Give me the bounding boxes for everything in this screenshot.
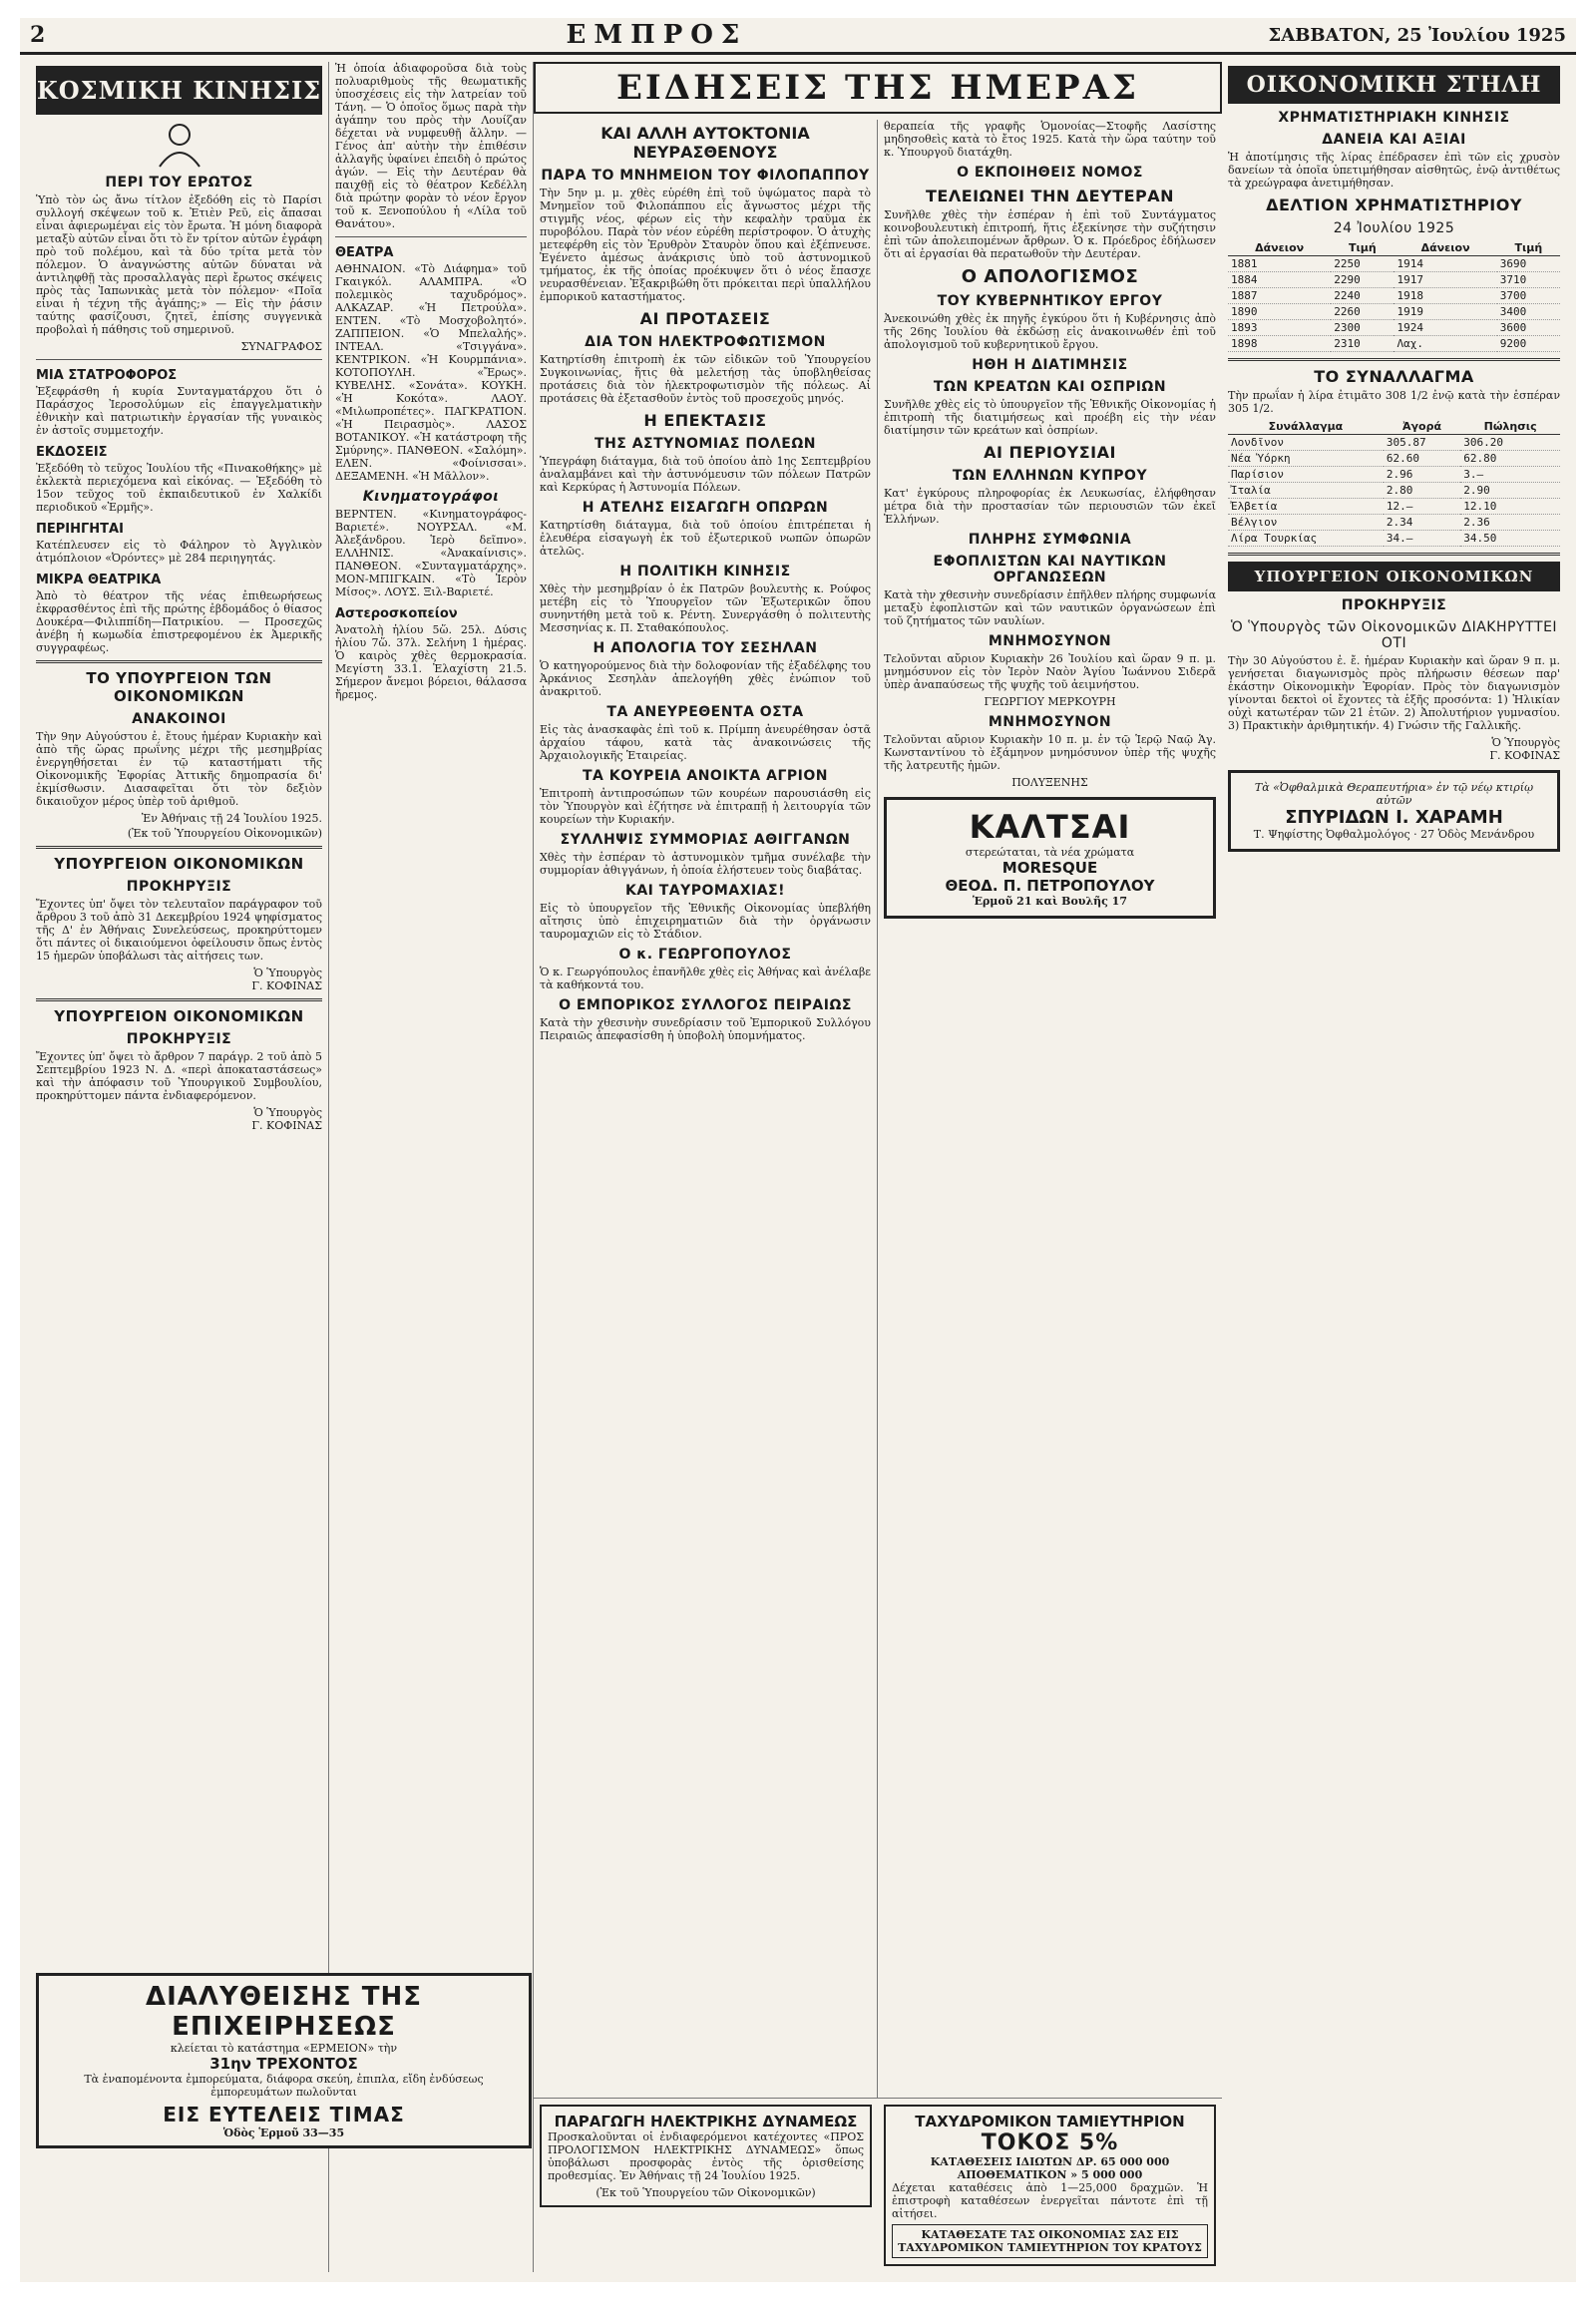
news-heading: ΠΕΡΙΗΓΗΤΑΙ <box>36 522 124 537</box>
page-number: 2 <box>30 22 46 48</box>
column-economy <box>1222 62 1566 2272</box>
memorial-text: Τελοῦνται αὔριον Κυριακὴν 26 Ἰουλίου καὶ ὥραν 9 π. μ. μνημόσυνον εἰς τὸν Ἱερὸν Ναὸν Ἁγίου Ἰωάννου Σιδερᾶ ὑπὲρ ἀναπαύσεως τῆς ψυχῆς τοῦ ἀειμνήστου. <box>884 652 1216 691</box>
article-text: Συνῆλθε χθὲς τὴν ἑσπέραν ἡ ἐπὶ τοῦ Συντάγματος κοινοβουλευτικὴ ἐπιτροπή, ἥτις ἐξεκίνησε τὴν συζήτησιν ἐπὶ τῶν ἀπολειπομένων ἄρθρων. Ὁ κ. Πρόεδρος ἐδήλωσεν ὅτι αἱ ἐργασίαι θὰ περατωθοῦν τὴν Δευτέραν. <box>884 208 1216 260</box>
newspaper-page <box>20 18 1576 2282</box>
table-row <box>1228 320 1560 336</box>
continued-text: θεραπεία τῆς γραφῆς Ὁμονοίας—Στοφῆς Λασίστης μηδησοθεὶς κατὰ τὸ ἔτος 1925. Κατὰ τὴν ὥρα ταύτην τοῦ κ. Ὑπουργοῦ διατάχθη. <box>884 120 1216 159</box>
bottom-ads <box>534 2098 1222 2272</box>
table-cell: 305.87 <box>1384 435 1460 451</box>
news-heading: ΕΚΔΟΣΕΙΣ <box>36 445 108 460</box>
theatre-heading: ΘΕΑΤΡΑ <box>335 245 394 260</box>
column-social <box>30 62 329 2272</box>
table-row <box>1228 256 1560 272</box>
ad-address: Ὁδὸς Ἑρμοῦ 33—35 <box>222 2126 345 2139</box>
table-header-cell: Δάνειον <box>1394 240 1496 256</box>
notice-text: Ἔχοντες ὑπ' ὄψει τὸ ἄρθρον 7 παράγρ. 2 τοῦ ἀπὸ 5 Σεπτεμβρίου 1923 Ν. Δ. «περὶ ἀποκαταστάσεως» καὶ τὴν ἀπόφασιν τοῦ Ὑπουργικοῦ Συμβουλίου, προκηρύττομεν πάντα ἐνδιαφερόμενον. <box>36 1050 322 1102</box>
table-cell: Βέλγιον <box>1228 515 1384 531</box>
ad-price: ΕΙΣ ΕΥΤΕΛΕΙΣ ΤΙΜΑΣ <box>163 2103 405 2126</box>
column-theatre <box>329 62 534 2272</box>
table-cell: 2300 <box>1331 320 1394 336</box>
ad-address: Ἑρμοῦ 21 καὶ Βουλῆς 17 <box>973 895 1127 908</box>
table-cell: Ἐλβετία <box>1228 499 1384 515</box>
news-text: Ἐξεφράσθη ἡ κυρία Συνταγματάρχου ὅτι ὁ Παράσχος Ἰεροσολύμων εἰς ἐπαγγελματικὴν ἐθνικὴν καὶ πατριωτικὴν ἐργασίαν τῆς γυναικὸς ἐν ἀστοῖς συμμετοχήν. <box>36 385 322 437</box>
ad-rate: ΤΟΚΟΣ 5% <box>981 2130 1119 2155</box>
article-text: Εἰς τὰς ἀνασκαφὰς ἐπὶ τοῦ κ. Πρίμπη ἀνευρέθησαν ὀστᾶ ἀρχαίου τάφου, κατὰ τὰς ἀνακοινώσεις τῆς Ἀρχαιολογικῆς Ἑταιρείας. <box>540 723 871 762</box>
ad-brand: MORESQUE <box>1001 859 1098 877</box>
column-news-left <box>534 120 878 2098</box>
masthead <box>20 18 1576 55</box>
table-cell: 2.96 <box>1384 467 1460 483</box>
memorial-name: ΠΟΛΥΞΕΝΗΣ <box>1011 776 1088 789</box>
notice-text: Ἔχοντες ὑπ' ὄψει τὸν τελευταῖον παράγραφον τοῦ ἄρθρου 3 τοῦ ἀπὸ 31 Δεκεμβρίου 1924 ψηφίσματος τῆς Δ' ἐν Ἀθήναις Συνελεύσεως, προκηρύττομεν ὅτι πάντες οἱ δικαιούμενοι ὀφείλουσιν ὅπως ἐντὸς 15 ἡμερῶν ὑποβάλωσι τὰς αἰτήσεις των. <box>36 898 322 963</box>
table-cell: 2.34 <box>1384 515 1460 531</box>
table-cell: 1887 <box>1228 288 1331 304</box>
table-row <box>1228 483 1560 499</box>
news-text: Κατέπλευσεν εἰς τὸ Φάληρον τὸ Ἀγγλικὸν ἀτμόπλοιον «Ὀρόντες» μὲ 284 περιηγητάς. <box>36 539 322 565</box>
lead-headline: ΚΑΙ ΑΛΛΗ ΑΥΤΟΚΤΟΝΙΑ ΝΕΥΡΑΣΘΕΝΟΥΣ <box>600 124 810 162</box>
table-cell: 2250 <box>1331 256 1394 272</box>
article-text: Χθὲς τὴν μεσημβρίαν ὁ ἐκ Πατρῶν βουλευτὴς κ. Ρούφος μετέβη εἰς τὸ Ὑπουργεῖον τῶν Ἐξωτερικῶν ὅπου συνηντήθη μετὰ τοῦ κ. Ρέντη. Συνεργάσθη ὁ πολιτευτὴς Μεσσηνίας κ. Π. Σταθακόπουλος. <box>540 582 871 634</box>
table-cell: 62.80 <box>1460 451 1560 467</box>
table-header-cell: Δάνειον <box>1228 240 1331 256</box>
news-banner: ΕΙΔΗΣΕΙΣ ΤΗΣ ΗΜΕΡΑΣ <box>534 62 1222 114</box>
table-cell: 1919 <box>1394 304 1496 320</box>
economy-section-title: ΟΙΚΟΝΟΜΙΚΗ ΣΤΗΛΗ <box>1228 66 1560 104</box>
article-text: Εἰς τὸ ὑπουργεῖον τῆς Ἐθνικῆς Οἰκονομίας ὑπεβλήθη αἴτησις ὑπὸ ἐπιχειρηματιῶν διὰ τὴν ὀργάνωσιν ταυρομαχιῶν εἰς τὸ Στάδιον. <box>540 902 871 941</box>
ad-line: κλείεται τὸ κατάστημα «ΕΡΜΕΙΟΝ» τὴν <box>170 2042 398 2055</box>
table-cell: 2.80 <box>1384 483 1460 499</box>
ads-right <box>878 2099 1222 2272</box>
ad-text: Τὰ ἐναπομένοντα ἐμπορεύματα, διάφορα σκεύη, ἐπιπλα, εἴδη ἐνδύσεως ἐμπορευμάτων πωλοῦνται <box>84 2073 484 2099</box>
table-cell: 2290 <box>1331 272 1394 288</box>
savings-ad <box>884 2105 1216 2266</box>
article-headline: Ο ΕΚΠΟΙΗΘΕΙΣ ΝΟΜΟΣ <box>957 165 1143 181</box>
ad-text: Τὰ «Ὀφθαλμικὰ Θεραπευτήρια» ἐν τῷ νέῳ κτιρίῳ αὐτῶν <box>1254 781 1534 807</box>
article-headline: Η ΕΠΕΚΤΑΣΙΣ <box>643 411 767 430</box>
loans-table <box>1228 240 1560 352</box>
article-headline: Ο κ. ΓΕΩΡΓΟΠΟΥΛΟΣ <box>618 947 792 963</box>
notice-text: Τὴν 9ην Αὐγούστου ἐ. ἔτους ἡμέραν Κυριακὴν καὶ ἀπὸ τῆς ὥρας πρωΐνης μέχρι τῆς μεσημβρίας ἐνεργηθήσεται ἐν τῷ καταστήματι τῆς Οἰκονομικῆς Ἐφορίας Ἀττικῆς δημοπρασία δι' ἐκμίσθωσιν. Διασαφεῖται ὅτι τὸν δεξιὸν δικαιοῦχον μέρος ὑπὲρ τοῦ ἀριθμοῦ. <box>36 730 322 808</box>
table-cell: 34.— <box>1384 531 1460 547</box>
divider <box>36 359 322 360</box>
article-text: Κατὰ τὴν χθεσινὴν συνεδρίασιν ἐπῆλθεν πλήρης συμφωνία μεταξὺ ἐφοπλιστῶν καὶ τῶν ναυτικῶν ὀργανώσεων ἐπὶ τοῦ ζητήματος τῶν ναυλίων. <box>884 588 1216 627</box>
illustration-icon <box>150 119 209 169</box>
article-headline: ΚΑΙ ΤΑΥΡΟΜΑΧΙΑΣ! <box>624 883 785 899</box>
table-cell: 3690 <box>1497 256 1560 272</box>
article-headline: ΑΙ ΠΡΟΤΑΣΕΙΣ <box>639 309 771 328</box>
notice-signature: Ὁ Ὑπουργὸς Γ. ΚΟΦΙΝΑΣ <box>1489 736 1560 762</box>
table-row <box>1228 304 1560 320</box>
ad-name: ΣΠΥΡΙΔΩΝ Ι. ΧΑΡΑΜΗ <box>1285 807 1503 828</box>
ad-title: ΔΙΑΛΥΘΕΙΣΗΣ ΤΗΣ ΕΠΙΧΕΙΡΗΣΕΩΣ <box>146 1982 422 2042</box>
notice-title: ΥΠΟΥΡΓΕΙΟΝ ΟΙΚΟΝΟΜΙΚΩΝ <box>1228 562 1560 591</box>
table-cell: 1884 <box>1228 272 1331 288</box>
table-row <box>1228 435 1560 451</box>
article-subheadline: ΤΩΝ ΚΡΕΑΤΩΝ ΚΑΙ ΟΣΠΡΙΩΝ <box>933 379 1167 395</box>
lead-text: Τὴν 5ην μ. μ. χθὲς εὑρέθη ἐπὶ τοῦ ὑψώματος παρὰ τὸ Μνημεῖον τοῦ Φιλοπάππου εἷς ἄγνωστος μέχρι τῆς στιγμῆς νέος, φέρων εἰς τὴν κεφαλὴν τραῦμα ἐκ πυροβόλου. Παρὰ τὸν νέον εὑρέθη περίστροφον. Ὁ ἀτυχὴς μετεφέρθη εἰς τὸν Ἐρυθρὸν Σταυρὸν ὅπου καὶ ἐξέπνευσε. Ἐγένετο ἀμέσως ἀνάκρισις ὑπὸ τοῦ ἀστυνομικοῦ τμήματος, ἐκ τῆς ὁποίας προέκυψεν ὅτι ὁ νέος ἔπασχε νευρασθένειαν. Ἐξακριβώθη ὅτι πρόκειται περὶ ὑπαλλήλου ἐμπορικοῦ καταστήματος. <box>540 187 871 303</box>
memorial-heading: ΜΝΗΜΟΣΥΝΟΝ <box>988 714 1112 730</box>
table-cell: 12.— <box>1384 499 1460 515</box>
ad-subtitle: στερεώταται, τὰ νέα χρώματα <box>965 846 1135 859</box>
table-cell: 3700 <box>1497 288 1560 304</box>
stockings-ad <box>884 797 1216 919</box>
table-cell: 2310 <box>1331 336 1394 352</box>
table-cell: Λονδῖνον <box>1228 435 1384 451</box>
observatory-heading: Αστεροσκοπείον <box>335 606 458 621</box>
table-cell: 1914 <box>1394 256 1496 272</box>
lead-subheadline: ΠΑΡΑ ΤΟ ΜΝΗΜΕΙΟΝ ΤΟΥ ΦΙΛΟΠΑΠΠΟΥ <box>541 168 870 184</box>
section-title-social: ΚΟΣΜΙΚΗ ΚΙΝΗΣΙΣ <box>36 66 322 115</box>
table-cell: 306.20 <box>1460 435 1560 451</box>
article-headline: ΗΘΗ Η ΔΙΑΤΙΜΗΣΙΣ <box>972 357 1128 373</box>
article-subheadline: ΤΗΣ ΑΣΤΥΝΟΜΙΑΣ ΠΟΛΕΩΝ <box>595 436 816 452</box>
eye-clinic-ad <box>1228 770 1560 852</box>
table-cell: 1881 <box>1228 256 1331 272</box>
notice-signature: (Ἐκ τοῦ Ὑπουργείου Οἰκονομικῶν) <box>127 827 322 840</box>
article-headline: Η ΠΟΛΙΤΙΚΗ ΚΙΝΗΣΙΣ <box>619 564 791 580</box>
ad-title: ΠΑΡΑΓΩΓΗ ΗΛΕΚΤΡΙΚΗΣ ΔΥΝΑΜΕΩΣ <box>554 2113 858 2130</box>
table-row <box>1228 531 1560 547</box>
notice-signature: Ὁ Ὑπουργὸς Γ. ΚΟΦΙΝΑΣ <box>251 1106 322 1132</box>
liquidation-ad <box>36 1973 532 2148</box>
ad-footer: ΚΑΤΑΘΕΣΑΤΕ ΤΑΣ ΟΙΚΟΝΟΜΙΑΣ ΣΑΣ ΕΙΣ ΤΑΧΥΔΡΟΜΙΚΟΝ ΤΑΜΙΕΥΤΗΡΙΟΝ ΤΟΥ ΚΡΑΤΟΥΣ <box>892 2224 1208 2258</box>
table-cell: Νέα Ὑόρκη <box>1228 451 1384 467</box>
news-text: Ἀπὸ τὸ θέατρον τῆς νέας ἐπιθεωρήσεως ἐκφρασθέντος ἐπὶ τῆς πρώτης ἐβδομάδος ὁ θίασος Δουκέρα—Φιλιππίδη—Πατρικίου. — Προσεχῶς ἀνέβη ἡ κωμωδία ἐπιστρεφομένου ἐκ Ἀμερικῆς συγγραφέως. <box>36 589 322 654</box>
article-text: Ὁ κατηγορούμενος διὰ τὴν δολοφονίαν τῆς ἐξαδέλφης του Ἀρκάνιος Σεσηλὰν ἀπελογήθη χθὲς ἐνώπιον τοῦ ἀνακριτοῦ. <box>540 659 871 698</box>
article-signature: ΣΥΝΑΓΡΑΦΟΣ <box>240 340 322 353</box>
table-cell: 3710 <box>1497 272 1560 288</box>
ad-date: 31ην ΤΡΕΧΟΝΤΟΣ <box>209 2055 358 2073</box>
observatory-text: Ἀνατολὴ ἡλίου 5ὥ. 25λ. Δύσις ἡλίου 7ὥ. 37λ. Σελήνη 1 ἡμέρας. Ὁ καιρὸς χθὲς θερμοκρασία. Μεγίστη 33.1. Ἐλαχίστη 21.5. Σήμερον ἄνεμοι βόρειοι, θάλασσα ἤρεμος. <box>335 623 527 701</box>
table-row <box>1228 499 1560 515</box>
table-cell: Ἰταλία <box>1228 483 1384 499</box>
notice-subtitle: ΠΡΟΚΗΡΥΞΙΣ <box>126 879 232 895</box>
table-cell: 1893 <box>1228 320 1331 336</box>
cinema-heading: Κινηματογράφοι <box>362 489 500 505</box>
economy-heading: ΔΑΝΕΙΑ ΚΑΙ ΑΞΙΑΙ <box>1322 132 1466 148</box>
news-heading: ΜΙΑ ΣΤΑΤΡΟΦΟΡΟΣ <box>36 368 178 383</box>
notice-date: Ἐν Ἀθήναις τῇ 24 Ἰουλίου 1925. <box>141 812 322 825</box>
article-headline: ΠΛΗΡΗΣ ΣΥΜΦΩΝΙΑ <box>968 532 1132 548</box>
news-region <box>534 62 1222 2272</box>
stock-bulletin-date: 24 Ἰουλίου 1925 <box>1333 220 1455 236</box>
divider <box>36 660 322 663</box>
news-split <box>534 120 1222 2098</box>
divider <box>1228 553 1560 556</box>
article-headline: ΣΥΛΛΗΨΙΣ ΣΥΜΜΟΡΙΑΣ ΑΘΙΓΓΑΝΩΝ <box>560 832 851 848</box>
table-cell: 2.36 <box>1460 515 1560 531</box>
article-subheadline: ΤΩΝ ΕΛΛΗΝΩΝ ΚΥΠΡΟΥ <box>952 468 1148 484</box>
article-text: Κατ' ἐγκύρους πληροφορίας ἐκ Λευκωσίας, ἐλήφθησαν μέτρα διὰ τὴν προστασίαν τῶν περιουσιῶν τῶν ἐκεῖ Ἑλλήνων. <box>884 487 1216 526</box>
table-header-cell: Τιμή <box>1497 240 1560 256</box>
table-cell: Λίρα Τουρκίας <box>1228 531 1384 547</box>
table-cell: 1924 <box>1394 320 1496 336</box>
table-cell: 12.10 <box>1460 499 1560 515</box>
article-text: Χθὲς τὴν ἑσπέραν τὸ ἀστυνομικὸν τμῆμα συνέλαβε τὴν συμμορίαν ἀθιγγάνων, ἡ ὁποία ἐλήστευεν τοὺς διαβάτας. <box>540 851 871 877</box>
article-subheadline: ΤΕΛΕΙΩΝΕΙ ΤΗΝ ΔΕΥΤΕΡΑΝ <box>925 187 1175 205</box>
divider <box>36 998 322 1001</box>
notice-signature: Ὁ Ὑπουργὸς Γ. ΚΟΦΙΝΑΣ <box>251 966 322 992</box>
table-cell: 3400 <box>1497 304 1560 320</box>
table-cell: 2.90 <box>1460 483 1560 499</box>
exchange-text: Τὴν πρωΐαν ἡ λίρα ἐτιμᾶτο 308 1/2 ἐνῷ κατὰ τὴν ἑσπέραν 305 1/2. <box>1228 389 1560 415</box>
exchange-table <box>1228 419 1560 547</box>
ad-line: ΑΠΟΘΕΜΑΤΙΚΟΝ » 5 000 000 <box>957 2168 1143 2181</box>
ad-title: ΤΑΧΥΔΡΟΜΙΚΟΝ ΤΑΜΙΕΥΤΗΡΙΟΝ <box>915 2113 1185 2130</box>
table-cell: 2260 <box>1331 304 1394 320</box>
article-subheadline: ΕΦΟΠΛΙΣΤΩΝ ΚΑΙ ΝΑΥΤΙΚΩΝ ΟΡΓΑΝΩΣΕΩΝ <box>933 554 1167 585</box>
article-title: ΠΕΡΙ ΤΟΥ ΕΡΩΤΟΣ <box>105 175 253 191</box>
theatre-listing: ΑΘΗΝΑΙΟΝ. «Τὸ Διάφημα» τοῦ Γκαιγκόλ. ΑΛΑΜΠΡΑ. «Ὁ πολεμικὸς ταχυδρόμος». ΑΛΚΑΖΑΡ. «Ἡ Πετρούλα». ΕΝΤΕΝ. «Τὸ Μοσχοβολητό». ΖΑΠΠΕΙΟΝ. «Ὁ Μπελαλής». ΙΝΤΕΑΛ. «Τσιγγάνα». ΚΕΝΤΡΙΚΟΝ. «Ἡ Κουρμπάνια». ΚΟΤΟΠΟΥΛΗ. «Ἔρως». ΚΥΒΕΛΗΣ. «Σονάτα». ΚΟΥΚΗ. «Ἡ Κοκότα». ΛΑΟΥ. «Μιλωπροπέτες». ΠΑΓΚΡΑΤΙΟΝ. «Ἡ Πειρασμὸς». ΛΑΣΟΣ ΒΟΤΑΝΙΚΟΥ. «Ἡ κατάστροφη τῆς Σμύρνης». ΠΑΝΘΕΟΝ. «Σαλόμη». ΕΛΕΝ. «Φοίνισσαι». ΔΕΞΑΜΕΝΗ. «Ἡ Μᾶλλον». <box>335 262 527 483</box>
divider <box>335 236 527 237</box>
article-text: Κατὰ τὴν χθεσινὴν συνεδρίασιν τοῦ Ἐμπορικοῦ Συλλόγου Πειραιῶς ἀπεφασίσθη ἡ ὑποβολὴ ὑπομνήματος. <box>540 1016 871 1042</box>
table-cell: 1890 <box>1228 304 1331 320</box>
ad-title: ΚΑΛΤΣΑΙ <box>969 808 1131 846</box>
article-text: Ὑπὸ τὸν ὡς ἄνω τίτλον ἐξεδόθη εἰς τὸ Παρίσι συλλογή σκέψεων τοῦ κ. Ἐτιὲν Ρεῦ, εἰς ἄπασαι εἶναι ἀφιερωμέναι εἰς τὸν ἔρωτα. Ἡ μόνη διαφορὰ μεταξὺ αὐτῶν εἶναι ὅτι τὸ ἕν τρίτον αὐτῶν ἐγράφη πρὸ τοῦ πολέμου, καὶ τὰ δύο τρίτα μετὰ τὸν πόλεμον. Ὁ ἀναγνώστης αὐτῶν δύναται νὰ ἀντιληφθῇ τὰς προσαλλαγὰς περὶ ἔρωτος σκέψεις πρὸς τὰς Ἰαπωνικὰς μετὰ τὸν πόλεμον· «Ποῖα εἶναι ἡ τέχνη τῆς ἀγάπης;» — Εἰς τὴν ῥάσιν ταύτης φασίζουσι, ζητεῖ, ἐπίσης συγγενικὰ προβολαὶ ἡ πάθησις τοῦ σημερινοῦ. <box>36 193 322 336</box>
memorial-text: Τελοῦνται αὔριον Κυριακὴν 10 π. μ. ἐν τῷ Ἱερῷ Ναῷ Ἁγ. Κωνσταντίνου τὸ ἐξάμηνον μνημόσυνον ὑπὲρ τῆς ψυχῆς τῆς λατρευτῆς ἡμῶν. <box>884 733 1216 772</box>
ads-left <box>534 2099 878 2272</box>
table-header-cell: Συνάλλαγμα <box>1228 419 1384 435</box>
notice-subtitle: Ὁ Ὑπουργὸς τῶν Οἰκονομικῶν ΔΙΑΚΗΡΥΤΤΕΙ ΟΤΙ <box>1230 619 1558 651</box>
article-text: Ὁ κ. Γεωργόπουλος ἐπανῆλθε χθὲς εἰς Ἀθήνας καὶ ἀνέλαβε τὰ καθήκοντά του. <box>540 966 871 991</box>
article-text: Ὑπεγράφη διάταγμα, διὰ τοῦ ὁποίου ἀπὸ 1ης Σεπτεμβρίου ἀναλαμβάνει καὶ τὴν ἀστυνόμευσιν τῶν πόλεων Πατρῶν καὶ Κερκύρας ἡ Ἀστυνομία Πόλεων. <box>540 455 871 494</box>
table-cell: 3600 <box>1497 320 1560 336</box>
table-header-cell: Πώλησις <box>1460 419 1560 435</box>
notice-subtitle: ΠΡΟΚΗΡΥΞΙΣ <box>1341 597 1447 613</box>
newspaper-name: ΕΜΠΡΟΣ <box>566 20 748 50</box>
ad-footer: Τ. Ψηφίστης Ὀφθαλμολόγος · 27 Ὁδὸς Μενάνδρου <box>1253 828 1535 841</box>
table-cell: Παρίσιον <box>1228 467 1384 483</box>
cinema-listing: ΒΕΡΝΤΕΝ. «Κινηματογράφος-Βαριετέ». ΝΟΥΡΣΑΛ. «Μ. Ἀλεξάνδρου. Ἱερὸ δεῖπνο». ΕΛΛΗΝΙΣ. «Ἀνακαίνισις». ΠΑΝΘΕΟΝ. «Συνταγματάρχης». ΜΟΝ-ΜΠΙΓΚΑΙΝ. «Τὸ Ἱερὸν Μίσος». ΛΟΥΣ. Ξιλ-Βαριετέ. <box>335 508 527 598</box>
article-text: Συνῆλθε χθὲς εἰς τὸ ὑπουργεῖον τῆς Ἐθνικῆς Οἰκονομίας ἡ ἐπιτροπὴ τῆς διατιμήσεως καὶ προέβη εἰς τὴν νέαν διατίμησιν τῶν κρεάτων καὶ ὀσπρίων. <box>884 398 1216 437</box>
notice-title: ΤΟ ΥΠΟΥΡΓΕΙΟΝ ΤΩΝ ΟΙΚΟΝΟΜΙΚΩΝ <box>86 669 272 705</box>
article-headline: ΤΑ ΑΝΕΥΡΕΘΕΝΤΑ ΟΣΤΑ <box>606 704 804 720</box>
table-cell: 1898 <box>1228 336 1331 352</box>
ad-store: ΘΕΟΔ. Π. ΠΕΤΡΟΠΟΥΛΟΥ <box>945 877 1155 895</box>
article-text: Κατηρτίσθη διάταγμα, διὰ τοῦ ὁποίου ἐπιτρέπεται ἡ ἐλευθέρα εἰσαγωγὴ ἐκ τοῦ ἐξωτερικοῦ νωπῶν ὀπωρῶν ἀτελῶς. <box>540 519 871 558</box>
notice-subtitle: ΠΡΟΚΗΡΥΞΙΣ <box>126 1031 232 1047</box>
table-row <box>1228 515 1560 531</box>
article-subheadline: ΤΟΥ ΚΥΒΕΡΝΗΤΙΚΟΥ ΕΡΓΟΥ <box>937 293 1163 309</box>
article-subheadline: ΔΙΑ ΤΟΝ ΗΛΕΚΤΡΟΦΩΤΙΣΜΟΝ <box>585 334 826 350</box>
electric-ad <box>540 2105 872 2207</box>
divider <box>1228 358 1560 361</box>
table-cell: 34.50 <box>1460 531 1560 547</box>
memorial-heading: ΜΝΗΜΟΣΥΝΟΝ <box>988 633 1112 649</box>
column-news-right <box>878 120 1222 2098</box>
stock-bulletin-title: ΔΕΛΤΙΟΝ ΧΡΗΜΑΤΙΣΤΗΡΙΟΥ <box>1266 195 1522 214</box>
exchange-title: ΤΟ ΣΥΝΑΛΛΑΓΜΑ <box>1314 367 1474 386</box>
table-row <box>1228 288 1560 304</box>
table-header-cell: Τιμή <box>1331 240 1394 256</box>
notice-subtitle: ΑΝΑΚΟΙΝΟΙ <box>132 711 226 727</box>
article-headline: Ο ΑΠΟΛΟΓΙΣΜΟΣ <box>961 266 1139 287</box>
article-text: Ἐπιτροπὴ ἀντιπροσώπων τῶν κουρέων παρουσιάσθη εἰς τὸν Ὑπουργὸν καὶ ἐζήτησε νὰ ἐπιτραπῇ ἡ λειτουργία τῶν κουρείων τὴν Κυριακήν. <box>540 787 871 826</box>
table-row <box>1228 467 1560 483</box>
ad-signature: (Ἐκ τοῦ Ὑπουργείου τῶν Οἰκονομικῶν) <box>596 2186 816 2199</box>
article-headline: ΤΑ ΚΟΥΡΕΙΑ ΑΝΟΙΚΤΑ ΑΓΡΙΟΝ <box>582 768 828 784</box>
divider <box>36 846 322 849</box>
table-cell: 1918 <box>1394 288 1496 304</box>
ad-text: Προσκαλοῦνται οἱ ἐνδιαφερόμενοι κατέχοντες «ΠΡΟΣ ΠΡΟΛΟΓΙΣΜΟΝ ΗΛΕΚΤΡΙΚΗΣ ΔΥΝΑΜΕΩΣ» ὅπως ὑποβάλωσι προσφορὰς ἐντὸς τῆς ὁρισθείσης προθεσμίας. Ἐν Ἀθήναις τῇ 24 Ἰουλίου 1925. <box>548 2130 864 2182</box>
table-header-cell: Ἀγορά <box>1384 419 1460 435</box>
columns <box>30 62 1566 2272</box>
table-cell: Λαχ. <box>1394 336 1496 352</box>
notice-title: ΥΠΟΥΡΓΕΙΟΝ ΟΙΚΟΝΟΜΙΚΩΝ <box>54 1007 304 1025</box>
table-cell: 9200 <box>1497 336 1560 352</box>
article-text: Ἀνεκοινώθη χθὲς ἐκ πηγῆς ἐγκύρου ὅτι ἡ Κυβέρνησις ἀπὸ τῆς 26ης Ἰουλίου θὰ ἐκδώσῃ εἰς ἀνακοινωθέν ἐπὶ τοῦ ἀπολογισμοῦ τοῦ κυβερνητικοῦ ἔργου. <box>884 312 1216 351</box>
article-headline: ΑΙ ΠΕΡΙΟΥΣΙΑΙ <box>984 443 1116 462</box>
article-headline: Η ΑΤΕΛΗΣ ΕΙΣΑΓΩΓΗ ΟΠΩΡΩΝ <box>582 500 829 516</box>
news-heading: ΜΙΚΡΑ ΘΕΑΤΡΙΚΑ <box>36 573 162 587</box>
table-row <box>1228 451 1560 467</box>
table-cell: 1917 <box>1394 272 1496 288</box>
article-text: Κατηρτίσθη ἐπιτροπὴ ἐκ τῶν εἰδικῶν τοῦ Ὑπουργείου Συγκοινωνίας, ἥτις θὰ μελετήσῃ τὰς ὑποβληθείσας προτάσεις διὰ τὸν ἠλεκτροφωτισμὸν τῆς πόλεως. Αἱ προτάσεις θὰ ἐξετασθοῦν ἐντὸς τοῦ προσεχοῦς μηνός. <box>540 353 871 405</box>
notice-text: Τὴν 30 Αὐγούστου ἐ. ἔ. ἡμέραν Κυριακὴν καὶ ὥραν 9 π. μ. γενήσεται διαγωνισμὸς πρὸς πλήρωσιν θέσεων παρ' ἑκάστην Οἰκονομικὴν Ἐφορίαν. Πρὸς τὸν διαγωνισμὸν γίνονται δεκτοὶ οἱ ἔχοντες τὰ ἑξῆς προσόντα: 1) Ἡλικίαν οὐχὶ κατωτέραν τῶν 21 ἐτῶν. 2) Ἀπολυτήριον γυμνασίου. 3) Πρακτικὴν ἀριθμητικήν. 4) Γνώσιν τῆς Γαλλικῆς. <box>1228 654 1560 732</box>
economy-text: Ἡ ἀποτίμησις τῆς λίρας ἐπέδρασεν ἐπὶ τῶν εἰς χρυσὸν δανείων τὰ ὁποῖα ὑπετιμήθησαν αἰσθητῶς, ἐνῷ ἀντιθέτως τὰ χρεώγραφα ἀνετιμήθησαν. <box>1228 151 1560 190</box>
table-cell: 3.— <box>1460 467 1560 483</box>
memorial-name: ΓΕΩΡΓΙΟΥ ΜΕΡΚΟΥΡΗ <box>984 695 1116 708</box>
table-row <box>1228 336 1560 352</box>
ad-text: Δέχεται καταθέσεις ἀπὸ 1—25,000 δραχμῶν. Ἡ ἐπιστροφὴ καταθέσεων ἐνεργεῖται πάντοτε ἐπὶ τῇ αἰτήσει. <box>892 2181 1208 2220</box>
article-headline: Η ΑΠΟΛΟΓΙΑ ΤΟΥ ΣΕΣΗΛΑΝ <box>593 640 818 656</box>
notice-title: ΥΠΟΥΡΓΕΙΟΝ ΟΙΚΟΝΟΜΙΚΩΝ <box>54 855 304 873</box>
article-headline: Ο ΕΜΠΟΡΙΚΟΣ ΣΥΛΛΟΓΟΣ ΠΕΙΡΑΙΩΣ <box>559 997 852 1013</box>
news-text: Ἐξεδόθη τὸ τεῦχος Ἰουλίου τῆς «Πινακοθήκης» μὲ ἐκλεκτὰ περιεχόμενα καὶ εἰκόνας. — Ἐξεδόθη τὸ 15ον τεῦχος τοῦ ἐκπαιδευτικοῦ ἐν Χαλκίδι περιοδικοῦ «Ἐρμῆς». <box>36 462 322 514</box>
ad-line: ΚΑΤΑΘΕΣΕΙΣ ΙΔΙΩΤΩΝ ΔΡ. 65 000 000 <box>930 2155 1170 2168</box>
table-cell: 2240 <box>1331 288 1394 304</box>
table-row <box>1228 272 1560 288</box>
continued-text: Ἡ ὁποία ἀδιαφοροῦσα διὰ τοὺς πολυαριθμοὺς τῆς θεωματικῆς ὑποσχέσεις εἰς τὴν λατρείαν τοῦ Τάνη. — Ὁ ὁποῖος ὅμως παρὰ τὴν ἀγάπην του πρὸς τὴν Λουίζαν δέχεται νὰ νυμφευθῇ ἄλλην. — Γένος ἀπ' αὐτὴν τὴν ἐπιθέσιν ἀλλαγῆς ὑφαίνει ἐπειδὴ ὁ πρώτος ἀγών. — Εἰς τὴν Δευτέραν θὰ παιχθῇ εἰς τὸ θέατρον Κεδέλλη διὰ πρώτην φορὰν τὸ νέον ἔργον τοῦ κ. Ξενοπούλου ἡ «Λίλα τοῦ Θανάτου». <box>335 62 527 230</box>
table-cell: 62.60 <box>1384 451 1460 467</box>
issue-date: ΣΑΒΒΑΤΟΝ, 25 Ἰουλίου 1925 <box>1268 24 1566 46</box>
economy-subtitle: ΧΡΗΜΑΤΙΣΤΗΡΙΑΚΗ ΚΙΝΗΣΙΣ <box>1278 110 1510 126</box>
